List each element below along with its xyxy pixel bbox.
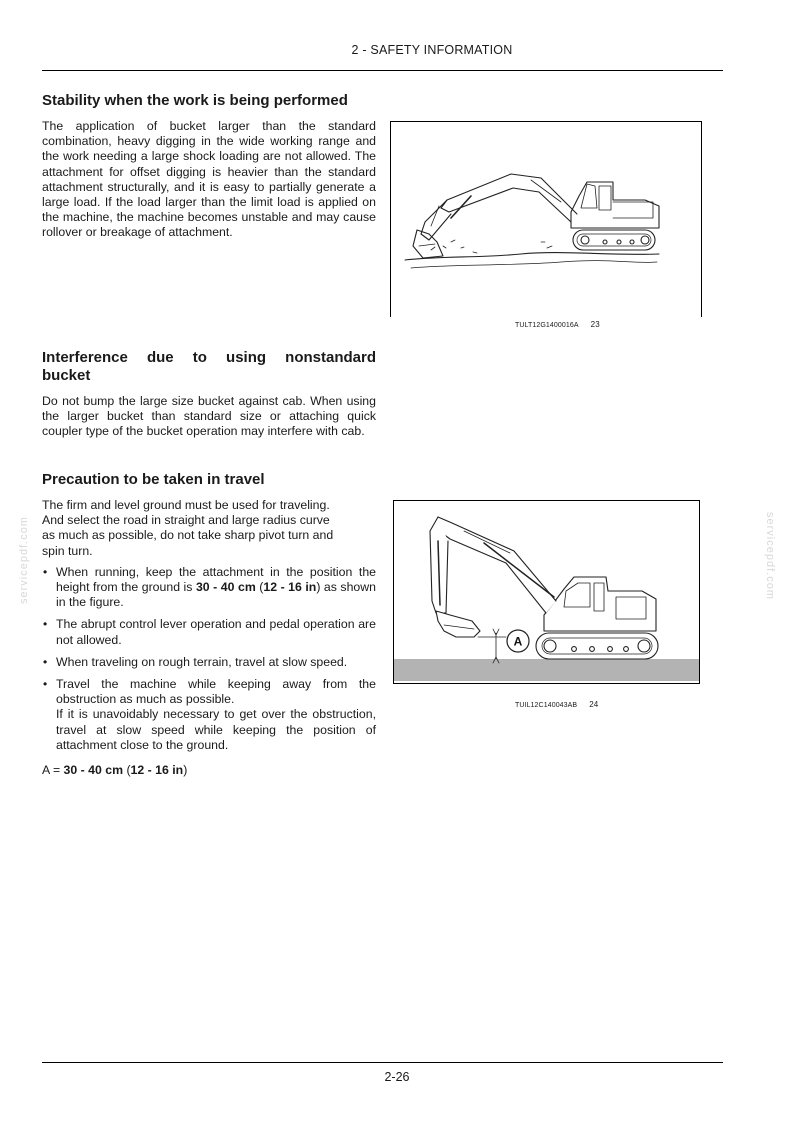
excavator-digging-illustration xyxy=(391,122,701,317)
figure-number: 24 xyxy=(589,700,599,709)
travel-intro-line-1: The firm and level ground must be used for traveling. xyxy=(42,498,330,512)
travel-intro-line-3: as much as possible, do not take sharp pivot turn and xyxy=(42,528,334,543)
section-body-interference: Do not bump the large size bucket against cab. When using the larger bucket than standard size or attaching quick coupler type of the bucket operation may interfere with cab. xyxy=(42,394,376,439)
figure-number: 23 xyxy=(590,320,600,329)
list-item: • When traveling on rough terrain, travel at slow speed. xyxy=(43,654,348,669)
excavator-travel-illustration xyxy=(394,501,699,683)
page-number: 2-26 xyxy=(384,1070,410,1084)
section-heading-interference-line1: Interference due to using nonstandard xyxy=(42,349,376,366)
watermark-left: servicepdf.com xyxy=(18,516,30,604)
list-item: • The abrupt control lever operation and pedal operation are not allowed. xyxy=(43,617,376,647)
figure-caption-23 xyxy=(515,320,600,329)
section-interference xyxy=(42,349,376,440)
travel-bullet-list xyxy=(42,565,376,753)
section-stability xyxy=(42,92,376,241)
list-item: • Travel the machine while keeping away from the obstruction as much as possible. If it is unavoidably necessary to get over the obstruction, travel at slow speed while keeping the position of attachment close to the ground. xyxy=(43,677,376,752)
list-item: • When running, keep the attachment in the position the height from the ground is 30 - 40 cm (12 - 16 in) as shown in the figure. xyxy=(43,564,376,610)
section-heading-stability: Stability when the work is being performed xyxy=(42,92,348,109)
section-heading-travel: Precaution to be taken in travel xyxy=(42,471,265,488)
section-travel xyxy=(42,471,376,778)
travel-note-a: A = 30 - 40 cm (12 - 16 in) xyxy=(42,763,188,778)
figure-caption-24 xyxy=(515,700,598,709)
section-body-stability: The application of bucket larger than the standard combination, heavy digging in the wide working range and the work needing a large shock loading are not allowed. The attachment for offset digging is heavier than the standard attachment structurally, and it is easy to partially generate a large load. If the load larger than the limit load is applied on the machine, the machine becomes unstable and may cause rollover or breakage of attachment. xyxy=(42,119,376,240)
watermark-right: servicepdf.com xyxy=(764,512,776,600)
figure-excavator-travel xyxy=(393,500,700,684)
ground-band xyxy=(394,659,699,681)
dimension-label-a: A xyxy=(513,634,523,649)
travel-intro-line-4: spin turn. xyxy=(42,543,93,558)
travel-intro-line-2: And select the road in straight and large radius curve xyxy=(42,513,330,528)
figure-code: TULT12G1400016A xyxy=(515,322,579,329)
figure-code: TUIL12C140043AB xyxy=(515,702,578,709)
figure-excavator-digging xyxy=(390,121,702,317)
header-rule xyxy=(42,70,723,71)
travel-intro xyxy=(42,498,376,559)
section-heading-interference-line2: bucket xyxy=(42,367,91,384)
page-header-title: 2 - SAFETY INFORMATION xyxy=(351,43,513,57)
footer-rule xyxy=(42,1062,723,1063)
